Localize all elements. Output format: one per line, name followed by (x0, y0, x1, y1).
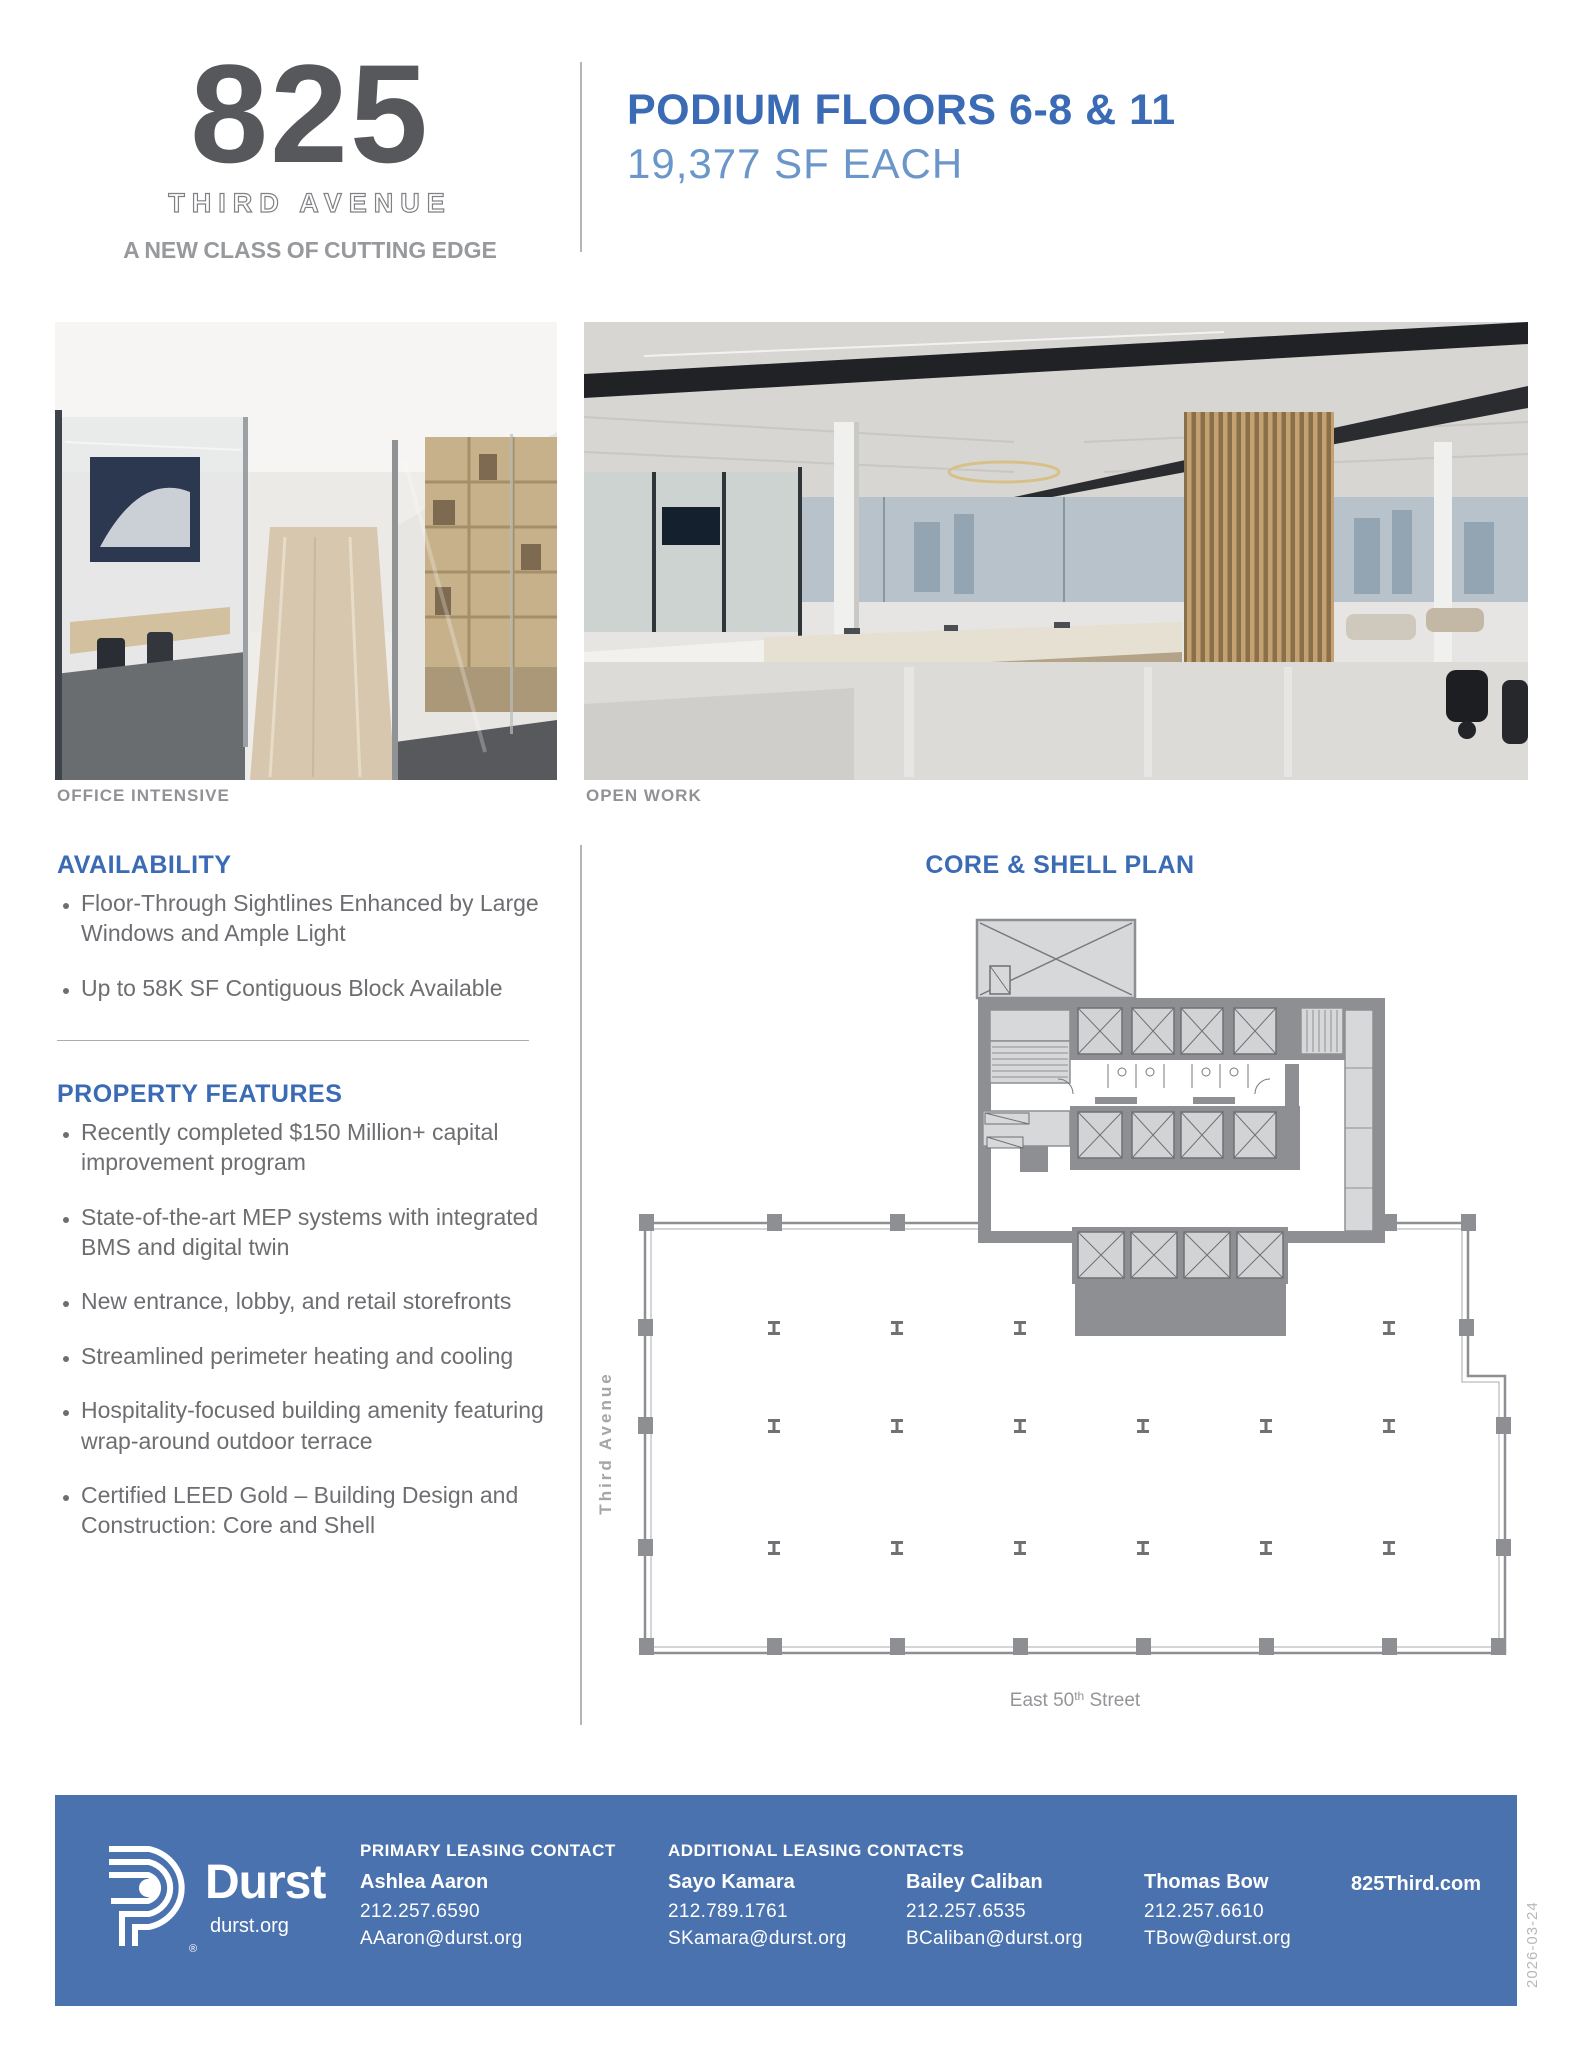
document-date: 2026-03-24 (1524, 1901, 1541, 1988)
contact-name: Bailey Caliban (906, 1871, 1043, 1893)
additional-contacts-label: ADDITIONAL LEASING CONTACTS (668, 1841, 965, 1860)
contact-card (668, 1871, 853, 1955)
durst-site-link[interactable]: durst.org (210, 1915, 289, 1937)
column-divider (580, 845, 582, 1725)
contact-card (906, 1871, 1091, 1955)
additional-contacts (668, 1871, 1329, 1955)
section-divider (57, 1040, 529, 1041)
durst-wordmark: Durst (205, 1856, 326, 1909)
footer-band (55, 1795, 1517, 2006)
property-features-heading: PROPERTY FEATURES (57, 1080, 343, 1108)
primary-contact-label: PRIMARY LEASING CONTACT (360, 1841, 616, 1860)
building-logo (80, 35, 540, 264)
contact-phone[interactable]: 212.789.1761 (668, 1901, 788, 1922)
plan-label-east-50th-street: East 50th Street (1009, 1689, 1141, 1711)
plan-heading: CORE & SHELL PLAN (925, 851, 1195, 879)
contact-card (1144, 1871, 1329, 1955)
logo-third-avenue: THIRD AVENUE (168, 188, 452, 218)
contact-phone[interactable]: 212.257.6535 (906, 1901, 1026, 1922)
photo-caption-open-work: OPEN WORK (586, 786, 702, 805)
primary-contact (360, 1871, 522, 1955)
header-divider (580, 62, 582, 252)
bullet-item: • New entrance, lobby, and retail storefronts (81, 1286, 551, 1316)
contact-phone[interactable]: 212.257.6590 (360, 1901, 480, 1922)
contact-name: Sayo Kamara (668, 1871, 795, 1893)
contact-email[interactable]: TBow@durst.org (1144, 1928, 1292, 1949)
page-subtitle: 19,377 SF EACH (627, 140, 964, 187)
durst-logo-icon (107, 1841, 192, 1946)
bullet-item: • Certified LEED Gold – Building Design and Construction: Core and Shell (81, 1480, 551, 1541)
photo-open-work (584, 322, 1528, 780)
bullet-item: • Up to 58K SF Contiguous Block Available (81, 973, 551, 1003)
website-link[interactable]: 825Third.com (1350, 1873, 1481, 1895)
bullet-item: • Floor-Through Sightlines Enhanced by Large Windows and Ample Light (81, 888, 551, 949)
bullet-item: • Streamlined perimeter heating and cooling (81, 1341, 551, 1371)
contact-email[interactable]: SKamara@durst.org (668, 1928, 847, 1949)
contact-email[interactable]: BCaliban@durst.org (906, 1928, 1083, 1949)
contact-name: Ashlea Aaron (360, 1871, 489, 1893)
bullet-item: • Hospitality-focused building amenity featuring wrap-around outdoor terrace (81, 1395, 551, 1456)
contact-phone[interactable]: 212.257.6610 (1144, 1901, 1264, 1922)
page-title: PODIUM FLOORS 6-8 & 11 (627, 86, 1176, 134)
availability-heading: AVAILABILITY (57, 851, 232, 879)
bullet-item: • State-of-the-art MEP systems with integrated BMS and digital twin (81, 1202, 551, 1263)
plan-label-third-avenue: Third Avenue (596, 1371, 615, 1515)
floor-plan (595, 898, 1525, 1725)
registered-mark: ® (189, 1943, 198, 1955)
logo-825: 825 (190, 35, 430, 192)
bullet-item: • Recently completed $150 Million+ capital improvement program (81, 1117, 551, 1178)
availability-list (57, 888, 551, 1027)
contact-email[interactable]: AAaron@durst.org (360, 1928, 523, 1949)
photo-office-intensive (55, 322, 557, 780)
property-features-list (57, 1117, 551, 1565)
logo-tagline: A NEW CLASS OF CUTTING EDGE (123, 237, 497, 263)
contact-name: Thomas Bow (1144, 1871, 1269, 1893)
photo-caption-office-intensive: OFFICE INTENSIVE (57, 786, 230, 805)
